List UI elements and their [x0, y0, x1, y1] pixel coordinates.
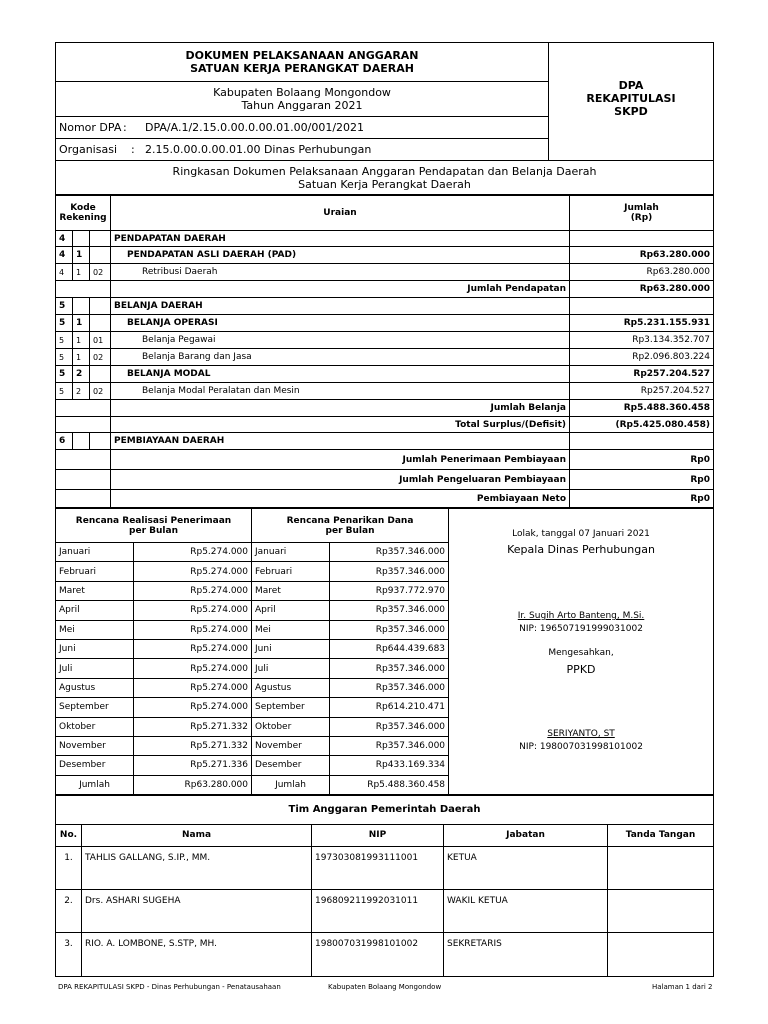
region-year [56, 82, 549, 117]
budget-code-1: 4 [56, 264, 73, 281]
budget-jumlah [570, 433, 714, 450]
signature-place-date: Lolak, tanggal 07 Januari 2021 [512, 529, 650, 539]
monthly-header-spend-line-1: Rencana Penarikan Dana [286, 515, 414, 526]
income-value: Rp5.274.000 [134, 678, 252, 697]
budget-row [56, 383, 714, 400]
budget-total-value: Rp5.488.360.458 [570, 400, 714, 417]
col-jumlah-line-1: Jumlah [624, 203, 659, 213]
budget-code-1: 6 [56, 433, 73, 450]
budget-jumlah: Rp257.204.527 [570, 366, 714, 383]
signature-nip: NIP: 196507191999031002 [519, 624, 643, 634]
nomor-separator: : [123, 121, 127, 134]
income-value: Rp5.274.000 [134, 581, 252, 600]
spend-month: Oktober [252, 717, 330, 736]
budget-uraian: PEMBIAYAAN DAERAH [111, 433, 570, 450]
budget-uraian: PENDAPATAN DAERAH [111, 231, 570, 247]
budget-row [56, 332, 714, 349]
income-month: November [56, 736, 134, 755]
document-page [55, 42, 713, 977]
doc-type-line-3: SKPD [614, 105, 648, 118]
budget-code-1: 5 [56, 332, 73, 349]
monthly-header-spend-line-2: per Bulan [325, 525, 375, 536]
spend-value: Rp357.346.000 [330, 601, 449, 620]
budget-row [56, 417, 714, 433]
budget-total-value: Rp63.280.000 [570, 281, 714, 298]
budget-code-3: 02 [90, 349, 111, 366]
organisasi-label: Organisasi [59, 143, 117, 156]
budget-jumlah: Rp5.231.155.931 [570, 315, 714, 332]
team-signature-box [608, 889, 714, 932]
budget-code-empty [56, 417, 111, 433]
budget-code-2 [73, 231, 90, 247]
signature-position: Kepala Dinas Perhubungan [507, 543, 655, 556]
budget-code-1: 5 [56, 383, 73, 400]
budget-row [56, 490, 714, 508]
income-month: Agustus [56, 678, 134, 697]
budget-total-label: Jumlah Pendapatan [111, 281, 570, 298]
budget-code-1: 4 [56, 247, 73, 264]
signature-name: Ir. Sugih Arto Banteng, M.Si. [517, 611, 645, 621]
nomor-dpa-row [56, 117, 549, 139]
monthly-section [55, 508, 714, 795]
budget-total-label: Jumlah Pengeluaran Pembiayaan [111, 470, 570, 490]
budget-code-2 [73, 298, 90, 315]
income-month: Maret [56, 581, 134, 600]
budget-code-empty [56, 400, 111, 417]
budget-code-3 [90, 366, 111, 383]
budget-total-label: Jumlah Belanja [111, 400, 570, 417]
team-nama: TAHLIS GALLANG, S.IP., MM. [82, 846, 312, 889]
budget-row [56, 470, 714, 490]
budget-code-2: 1 [73, 349, 90, 366]
team-col-nip: NIP [312, 824, 444, 846]
team-signature-box [608, 846, 714, 889]
income-value: Rp5.274.000 [134, 601, 252, 620]
budget-row [56, 433, 714, 450]
budget-code-empty [56, 470, 111, 490]
budget-uraian: BELANJA MODAL [111, 366, 570, 383]
spend-value: Rp357.346.000 [330, 736, 449, 755]
budget-code-2: 2 [73, 383, 90, 400]
approval-nip: NIP: 198007031998101002 [519, 742, 643, 752]
spend-value: Rp614.210.471 [330, 698, 449, 717]
budget-code-1: 5 [56, 298, 73, 315]
summary-line-1: Ringkasan Dokumen Pelaksanaan Anggaran Pendapatan dan Belanja Daerah [172, 164, 597, 178]
doc-type-line-1: DPA [618, 79, 644, 92]
budget-jumlah: Rp63.280.000 [570, 264, 714, 281]
budget-total-value: Rp0 [570, 470, 714, 490]
team-nama: RIO. A. LOMBONE, S.STP, MH. [82, 932, 312, 976]
team-no: 2. [56, 889, 82, 932]
income-month: Februari [56, 562, 134, 581]
spend-month: Juli [252, 659, 330, 678]
budget-jumlah: Rp2.096.803.224 [570, 349, 714, 366]
budget-code-2: 2 [73, 366, 90, 383]
budget-code-2 [73, 433, 90, 450]
income-month: Juni [56, 639, 134, 658]
income-value: Rp5.274.000 [134, 543, 252, 562]
budget-code-1: 5 [56, 315, 73, 332]
approval-label: Mengesahkan, [548, 648, 614, 658]
income-total-label: Jumlah [56, 775, 134, 794]
team-no: 1. [56, 846, 82, 889]
team-jabatan: WAKIL KETUA [444, 889, 608, 932]
footer-right: Halaman 1 dari 2 [652, 983, 713, 991]
budget-row [56, 315, 714, 332]
budget-total-label: Pembiayaan Neto [111, 490, 570, 508]
col-jumlah [570, 196, 714, 231]
title-line-1: DOKUMEN PELAKSANAAN ANGGARAN [185, 49, 419, 62]
col-kode-line-2: Rekening [59, 213, 107, 223]
nomor-label: Nomor DPA [59, 121, 122, 134]
team-row [56, 932, 714, 976]
team-nip: 197303081993111001 [312, 846, 444, 889]
team-col-nama: Nama [82, 824, 312, 846]
budget-uraian: Belanja Barang dan Jasa [111, 349, 570, 366]
spend-month: Maret [252, 581, 330, 600]
budget-total-value: (Rp5.425.080.458) [570, 417, 714, 433]
budget-row [56, 281, 714, 298]
budget-code-2: 1 [73, 332, 90, 349]
income-month: Desember [56, 756, 134, 775]
team-no: 3. [56, 932, 82, 976]
budget-code-1: 5 [56, 349, 73, 366]
income-value: Rp5.271.336 [134, 756, 252, 775]
monthly-rows [56, 509, 714, 795]
budget-code-3 [90, 433, 111, 450]
team-nip: 196809211992031011 [312, 889, 444, 932]
spend-value: Rp357.346.000 [330, 562, 449, 581]
team-signature-box [608, 932, 714, 976]
spend-total-value: Rp5.488.360.458 [330, 775, 449, 794]
spend-value: Rp357.346.000 [330, 620, 449, 639]
budget-code-empty [56, 281, 111, 298]
team-jabatan: SEKRETARIS [444, 932, 608, 976]
budget-code-3 [90, 298, 111, 315]
budget-row [56, 400, 714, 417]
budget-year: Tahun Anggaran 2021 [241, 99, 363, 112]
budget-jumlah [570, 231, 714, 247]
budget-row [56, 450, 714, 470]
budget-jumlah: Rp63.280.000 [570, 247, 714, 264]
budget-uraian: Belanja Modal Peralatan dan Mesin [111, 383, 570, 400]
budget-uraian: PENDAPATAN ASLI DAERAH (PAD) [111, 247, 570, 264]
title-line-2: SATUAN KERJA PERANGKAT DAERAH [190, 62, 414, 75]
income-month: September [56, 698, 134, 717]
spend-value: Rp357.346.000 [330, 659, 449, 678]
spend-month: Agustus [252, 678, 330, 697]
income-value: Rp5.274.000 [134, 562, 252, 581]
income-month: April [56, 601, 134, 620]
budget-total-label: Jumlah Penerimaan Pembiayaan [111, 450, 570, 470]
monthly-header-spend [252, 509, 449, 543]
income-value: Rp5.274.000 [134, 659, 252, 678]
organisasi-value: 2.15.0.00.0.00.01.00 Dinas Perhubungan [145, 143, 372, 156]
income-value: Rp5.274.000 [134, 620, 252, 639]
budget-rows [56, 231, 714, 508]
income-value: Rp5.271.332 [134, 736, 252, 755]
budget-jumlah: Rp3.134.352.707 [570, 332, 714, 349]
team-title: Tim Anggaran Pemerintah Daerah [56, 795, 714, 824]
budget-code-empty [56, 450, 111, 470]
budget-code-empty [56, 490, 111, 508]
income-month: Mei [56, 620, 134, 639]
budget-row [56, 366, 714, 383]
budget-uraian: BELANJA OPERASI [111, 315, 570, 332]
organisasi-row [56, 139, 549, 161]
col-jumlah-line-2: (Rp) [630, 213, 653, 223]
budget-uraian: Retribusi Daerah [111, 264, 570, 281]
summary-title [56, 161, 714, 195]
budget-row [56, 264, 714, 281]
footer-left: DPA REKAPITULASI SKPD - Dinas Perhubungan - Penatausahaan [58, 983, 281, 991]
col-uraian: Uraian [111, 196, 570, 231]
income-value: Rp5.274.000 [134, 698, 252, 717]
spend-month: September [252, 698, 330, 717]
spend-month: Januari [252, 543, 330, 562]
budget-row [56, 247, 714, 264]
monthly-header-income-line-2: per Bulan [129, 525, 178, 536]
budget-row [56, 298, 714, 315]
spend-month: Februari [252, 562, 330, 581]
spend-total-label: Jumlah [252, 775, 330, 794]
approval-position: PPKD [566, 663, 596, 676]
monthly-header-income [56, 509, 252, 543]
budget-code-1: 4 [56, 231, 73, 247]
budget-uraian: Belanja Pegawai [111, 332, 570, 349]
spend-month: Desember [252, 756, 330, 775]
budget-code-3: 02 [90, 383, 111, 400]
budget-row [56, 349, 714, 366]
monthly-header-income-line-1: Rencana Realisasi Penerimaan [75, 515, 232, 526]
budget-total-value: Rp0 [570, 490, 714, 508]
budget-jumlah [570, 298, 714, 315]
budget-code-3 [90, 315, 111, 332]
doc-type-box [549, 43, 714, 161]
income-value: Rp5.274.000 [134, 639, 252, 658]
budget-jumlah: Rp257.204.527 [570, 383, 714, 400]
header-table [55, 42, 714, 195]
spend-value: Rp644.439.683 [330, 639, 449, 658]
signature-block [449, 509, 714, 795]
budget-code-2: 1 [73, 315, 90, 332]
budget-code-2: 1 [73, 247, 90, 264]
spend-value: Rp433.169.334 [330, 756, 449, 775]
team-col-tanda-tangan: Tanda Tangan [608, 824, 714, 846]
budget-code-3: 02 [90, 264, 111, 281]
income-month: Juli [56, 659, 134, 678]
footer-center: Kabupaten Bolaang Mongondow [328, 983, 442, 991]
summary-line-2: Satuan Kerja Perangkat Daerah [298, 177, 471, 191]
team-nama: Drs. ASHARI SUGEHA [82, 889, 312, 932]
doc-type-line-2: REKAPITULASI [586, 92, 676, 105]
approval-name: SERIYANTO, ST [547, 729, 615, 739]
budget-table [55, 195, 714, 508]
region-name: Kabupaten Bolaang Mongondow [213, 86, 391, 99]
spend-month: Mei [252, 620, 330, 639]
income-value: Rp5.271.332 [134, 717, 252, 736]
budget-total-value: Rp0 [570, 450, 714, 470]
team-row [56, 846, 714, 889]
budget-total-label: Total Surplus/(Defisit) [111, 417, 570, 433]
spend-month: April [252, 601, 330, 620]
budget-code-3 [90, 231, 111, 247]
team-table [55, 795, 714, 977]
income-month: Januari [56, 543, 134, 562]
organisasi-separator: : [131, 143, 135, 156]
budget-uraian: BELANJA DAERAH [111, 298, 570, 315]
spend-value: Rp357.346.000 [330, 543, 449, 562]
spend-value: Rp937.772.970 [330, 581, 449, 600]
team-col-jabatan: Jabatan [444, 824, 608, 846]
income-month: Oktober [56, 717, 134, 736]
spend-value: Rp357.346.000 [330, 678, 449, 697]
team-row [56, 889, 714, 932]
col-kode-line-1: Kode [70, 203, 96, 213]
budget-code-3: 01 [90, 332, 111, 349]
budget-code-2: 1 [73, 264, 90, 281]
team-jabatan: KETUA [444, 846, 608, 889]
budget-row [56, 231, 714, 247]
spend-value: Rp357.346.000 [330, 717, 449, 736]
team-col-no: No. [56, 824, 82, 846]
document-title [56, 43, 549, 82]
team-rows [56, 846, 714, 976]
spend-month: November [252, 736, 330, 755]
team-nip: 198007031998101002 [312, 932, 444, 976]
budget-code-3 [90, 247, 111, 264]
col-kode-rekening [56, 196, 111, 231]
budget-code-1: 5 [56, 366, 73, 383]
income-total-value: Rp63.280.000 [134, 775, 252, 794]
nomor-value: DPA/A.1/2.15.0.00.0.00.01.00/001/2021 [145, 121, 365, 134]
spend-month: Juni [252, 639, 330, 658]
